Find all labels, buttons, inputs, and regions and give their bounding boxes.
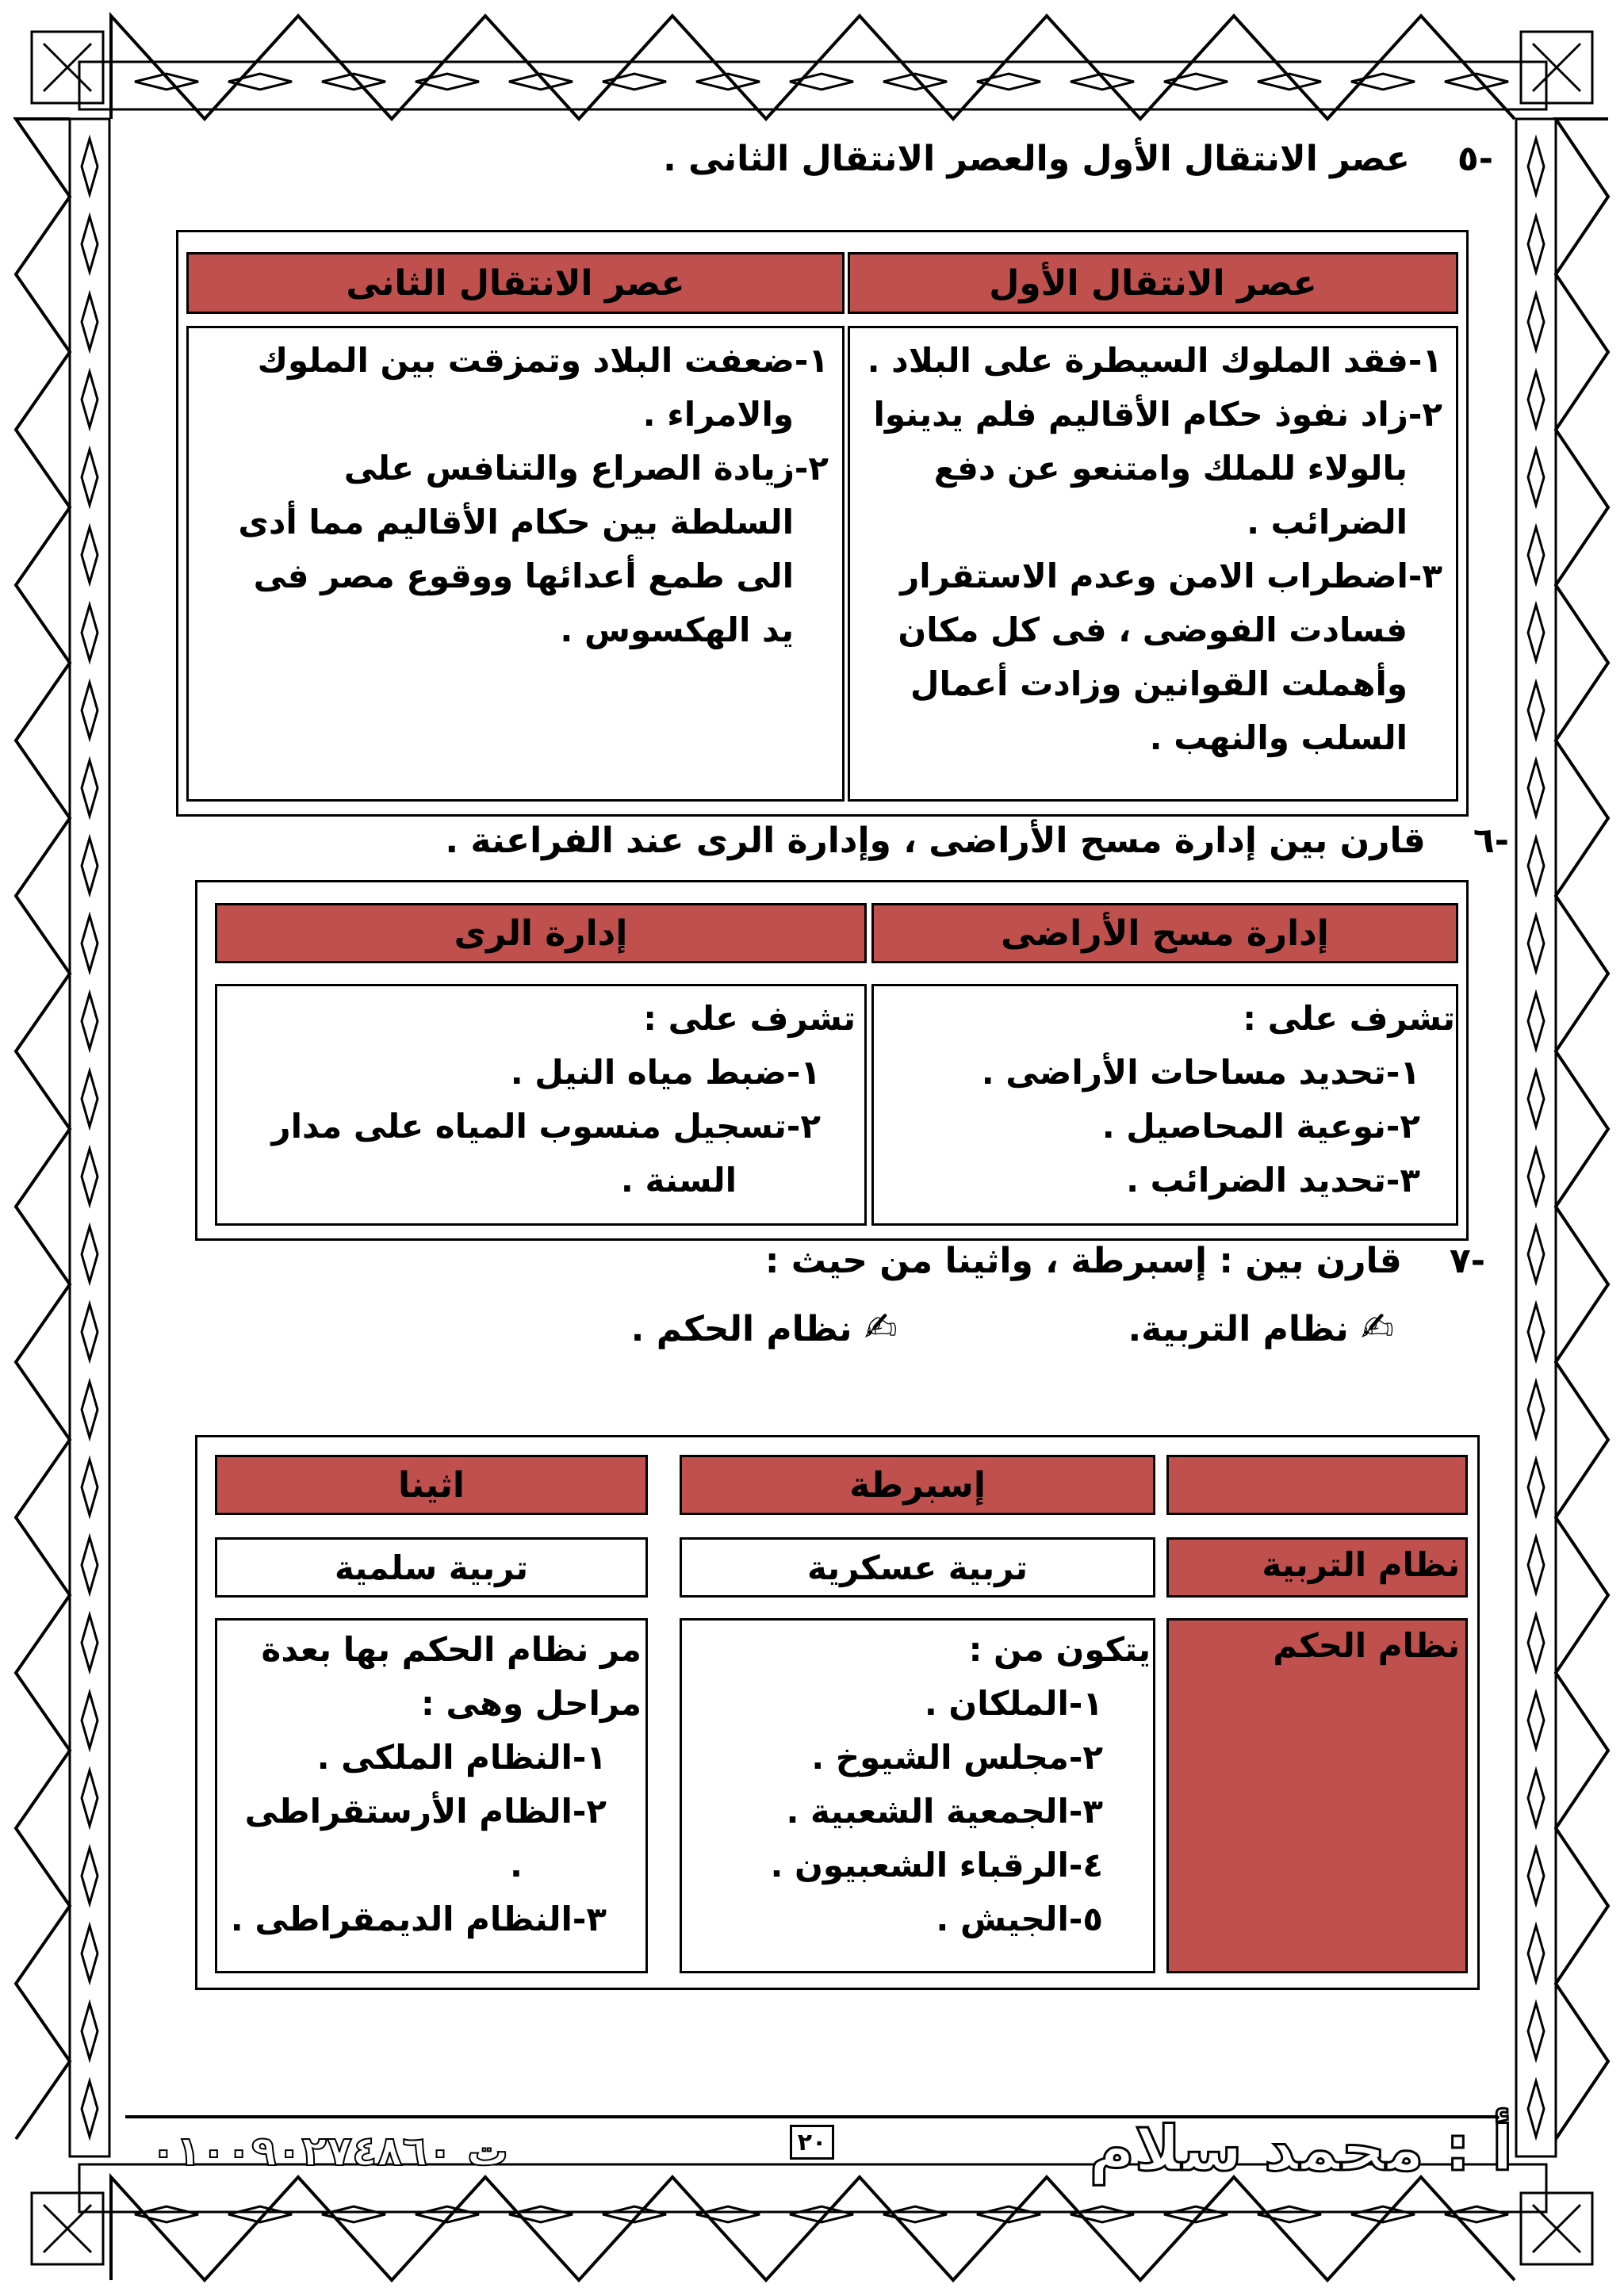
footer-phone: ت ٠١٠٠٩٠٢٧٤٨٦٠ bbox=[151, 2128, 509, 2175]
q5-table bbox=[176, 230, 1469, 817]
q7-athens-list: مر نظام الحكم بها بعدة مراحل وهى : ١-النظام الملكى . ٢-الظام الأرستقراطى . ٣-النظام الديمقراطى . bbox=[230, 1630, 642, 1938]
q7-header-athens: اثينا bbox=[215, 1455, 648, 1515]
q7-row-education-label-text: نظام التربية bbox=[1262, 1545, 1460, 1584]
q7-sparta-list: يتكون من : ١-الملكان . ٢-مجلس الشيوخ . ٣-الجمعية الشعبية . ٤-الرقباء الشعبيون . ٥-الجيش . bbox=[770, 1630, 1151, 1938]
q6-header-first: إدارة مسح الأراضى bbox=[871, 903, 1458, 963]
q7-header-blank bbox=[1166, 1455, 1468, 1515]
page-number-box bbox=[790, 2125, 834, 2160]
question-7-title: -٧قارن بين : إسبرطة ، واثينا من حيث : bbox=[764, 1241, 1485, 1281]
q5-header-first: عصر الانتقال الأول bbox=[848, 252, 1458, 314]
question-5-title: -٥عصر الانتقال الأول والعصر الانتقال الثانى . bbox=[663, 139, 1493, 179]
q6-header-second: إدارة الرى bbox=[215, 903, 867, 963]
q7-athens-education: تربية سلمية bbox=[215, 1537, 648, 1598]
q7-row-government-label-text: نظام الحكم bbox=[1273, 1626, 1460, 1665]
q7-row-government-label bbox=[1166, 1618, 1468, 1973]
q6-first-list: تشرف على : ١-تحديد مساحات الأراضى . ٢-نوعية المحاصيل . ٣-تحديد الضرائب . bbox=[981, 999, 1455, 1200]
q5-second-list: ١-ضعفت البلاد وتمزقت بين الملوك والامراء . ٢-زيادة الصراع والتنافس على السلطة بين حكام الأقاليم مما أدى الى طمع أعدائها ووقوع مصر فى يد الهكسوس . bbox=[238, 341, 829, 649]
writing-hand-icon: ✍ bbox=[1361, 1304, 1394, 1350]
q7-header-sparta: إسبرطة bbox=[680, 1455, 1155, 1515]
q7-table bbox=[195, 1435, 1480, 1990]
q7-bullets: ✍ نظام التربية. ✍ نظام الحكم . bbox=[630, 1304, 1394, 1350]
q6-table bbox=[195, 880, 1469, 1241]
q7-sparta-education: تربية عسكرية bbox=[680, 1537, 1155, 1598]
question-6-title: -٦قارن بين إدارة مسح الأراضى ، وإدارة الرى عند الفراعنة . bbox=[445, 821, 1509, 861]
writing-hand-icon: ✍ bbox=[864, 1304, 898, 1350]
footer-author: أ : محمد سلام bbox=[1089, 2114, 1513, 2185]
q6-second-list: تشرف على : ١-ضبط مياه النيل . ٢-تسجيل منسوب المياه على مدار السنة . bbox=[271, 999, 856, 1200]
q5-first-list: ١-فقد الملوك السيطرة على البلاد . ٢-زاد نفوذ حكام الأقاليم فلم يدينوا بالولاء للملك وامتنعو عن دفع الضرائب . ٣-اضطراب الامن وعدم الاستقرار فسادت الفوضى ، فى كل مكان وأهملت القوانين وزادت أعمال السلب والنهب . bbox=[867, 341, 1442, 757]
q5-header-second: عصر الانتقال الثانى bbox=[186, 252, 845, 314]
page-number: ٢٠ bbox=[797, 2128, 827, 2156]
